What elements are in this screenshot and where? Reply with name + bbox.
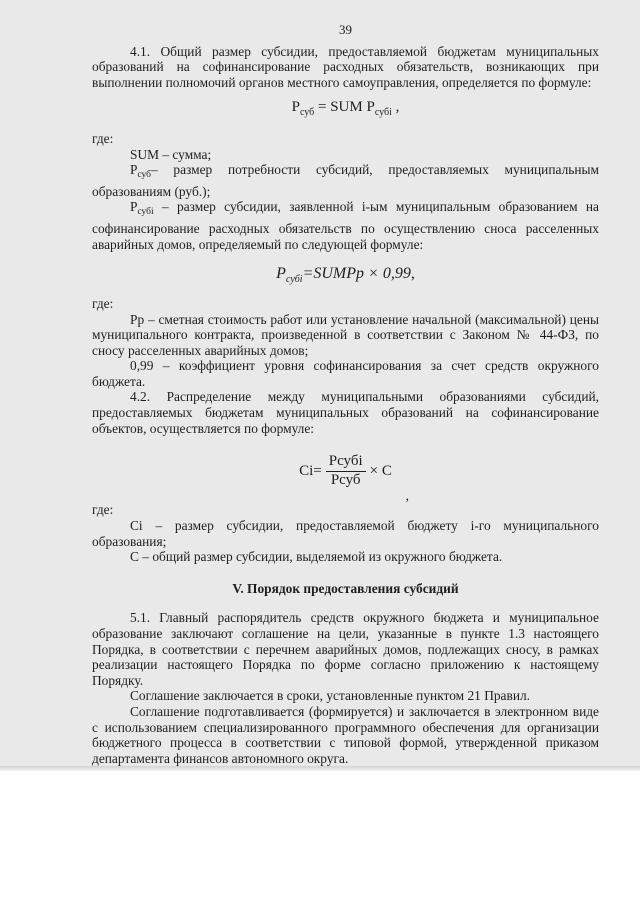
definition-c: С – общий размер субсидии, выделяемой из окружного бюджета. xyxy=(130,549,503,565)
fraction-numerator: Pсубi xyxy=(326,454,366,472)
section-5-heading: V. Порядок предоставления субсидий xyxy=(232,580,459,596)
where-label-1: где: xyxy=(92,130,114,146)
where-label-2: где: xyxy=(92,295,114,311)
paragraph-agreement-preparation: Соглашение подготавливается (формируется) и заключается в электронном виде с использованием специализированного программного обеспечения для организации бюджетного процесса в соответствии с типовой формой, утвержденной приказом департамента финансов автономного округа. xyxy=(92,703,599,766)
definition-p-subi: $P_{субi}$ – размер субсидии, заявленной i-ым муниципальным образованием на софинансирование расходных обязательств по осуществлению сноса расселенных аварийных домов, определяемый по следующей формуле: xyxy=(92,199,599,252)
formula-total-subsidy: $P_{суб}$ = SUM $P_{субi}$ , xyxy=(291,99,400,119)
fraction-denominator: Pсуб xyxy=(330,471,361,488)
page-number: 39 xyxy=(339,22,352,37)
fraction xyxy=(326,454,366,488)
paragraph-agreement-terms: Соглашение заключается в сроки, установленные пунктом 21 Правил. xyxy=(130,688,531,704)
document-page xyxy=(92,22,599,766)
definition-p-sub: $P_{суб}-$ размер потребности субсидий, предоставляемых муниципальным образованиям (руб.); xyxy=(92,162,599,199)
formula-comma: , xyxy=(405,488,409,504)
formula-distribution: Ci= $\frac{\text{Pсубi}}{\text{Pсуб}}$ × C xyxy=(299,453,392,488)
definition-pp: Pp – сметная стоимость работ или установление начальной (максимальной) цены муниципального контракта, произведенной в соответствии с Законом № 44-ФЗ, по сносу расселенных аварийных домов; xyxy=(92,311,599,358)
formula-subsidy-i: $P_{субi}=SUMPp \times 0,99$, xyxy=(276,265,415,286)
where-label-3: где: xyxy=(92,502,114,518)
paragraph-4-2: 4.2. Распределение между муниципальными образованиями субсидий, предоставляемых бюджетам муниципальных образований на софинансирование объектов, осуществляется по формуле: xyxy=(92,389,599,436)
paragraph-4-1: 4.1. Общий размер субсидии, предоставляемой бюджетам муниципальных образований на софинансирование расходных обязательств, возникающих при выполнении полномочий органов местного самоуправления, определяется по формуле: xyxy=(92,43,599,90)
definition-sum: SUM – сумма; xyxy=(130,146,212,162)
definition-coefficient: 0,99 – коэффициент уровня софинансирования за счет средств окружного бюджета. xyxy=(92,358,599,389)
definition-ci: Ci – размер субсидии, предоставляемой бюджету i-го муниципального образования; xyxy=(92,518,599,549)
scan-edge xyxy=(0,766,640,771)
paragraph-5-1: 5.1. Главный распорядитель средств окружного бюджета и муниципальное образование заключают соглашение на цели, указанные в пункте 1.3 настоящего Порядка, в соответствии с перечнем аварийных домов, подлежащих сносу, в рамках реализации настоящего Порядка по форме согласно приложению к настоящему Порядку. xyxy=(92,610,599,688)
